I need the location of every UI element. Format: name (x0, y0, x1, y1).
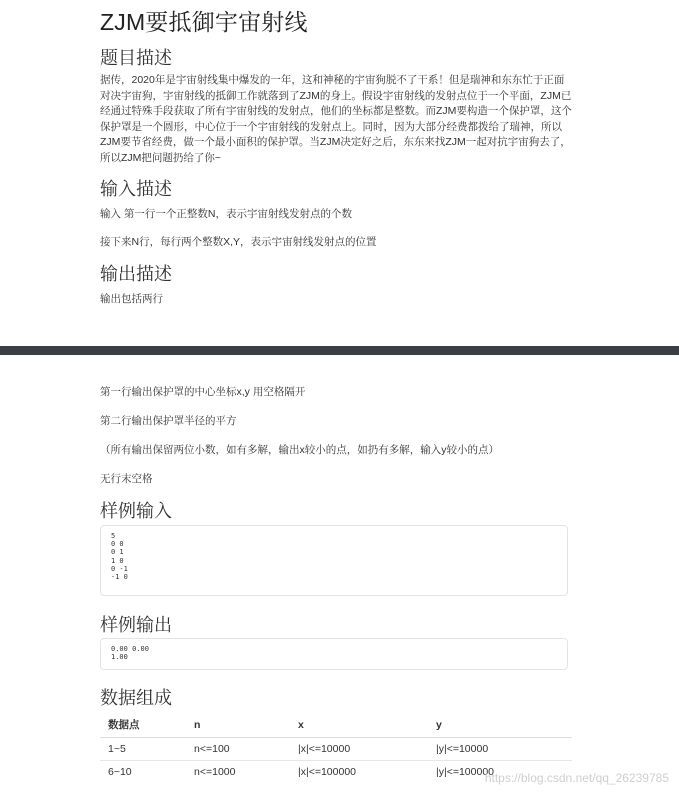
page-title: ZJM要抵御宇宙射线 (100, 9, 308, 35)
output-heading: 输出描述 (100, 264, 172, 284)
table-header-cell: n (186, 712, 290, 738)
table-cell: |x|<=10000 (290, 738, 428, 761)
sample-output-box (100, 638, 568, 670)
table-cell: |y|<=100000 (428, 761, 572, 784)
table-cell: |y|<=10000 (428, 738, 572, 761)
bottom-section (0, 355, 679, 795)
input-line-1: 输入 第一行一个正整数N，表示宇宙射线发射点的个数 (100, 208, 352, 220)
sample-input-box (100, 525, 568, 596)
table-row (100, 738, 572, 761)
table-header-row (100, 712, 572, 738)
table-header-cell: x (290, 712, 428, 738)
code-line: -1 0 (111, 573, 128, 582)
description-text: 据传，2020年是宇宙射线集中爆发的一年，这和神秘的宇宙狗脱不了干系！但是瑞神和东东忙于正面对决宇宙狗，宇宙射线的抵御工作就落到了ZJM的身上。假设宇宙射线的发射点位于一个平面，ZJM已经通过特殊手段获取了所有宇宙射线的发射点，他们的坐标都是整数。而ZJM要构造一个保护罩，这个保护罩是一个圆形，中心位于一个宇宙射线的发射点上。同时，因为大部分经费都拨给了瑞神，所以ZJM要节省经费，做一个最小面积的保护罩。当ZJM决定好之后，东东来找ZJM一起对抗宇宙狗去了，所以ZJM把问题扔给了你~ (100, 74, 572, 164)
output-line-5: 无行末空格 (100, 473, 153, 485)
input-heading: 输入描述 (100, 179, 172, 199)
top-section (0, 0, 679, 346)
code-line: 1 0 (111, 556, 124, 565)
table-header-cell: 数据点 (100, 712, 186, 738)
code-line: 0 0 (111, 540, 124, 549)
input-line-2: 接下来N行，每行两个整数X,Y，表示宇宙射线发射点的位置 (100, 236, 377, 248)
table-header-cell: y (428, 712, 572, 738)
table-cell: 1~5 (100, 738, 186, 761)
output-line-3: 第二行输出保护罩半径的平方 (100, 415, 237, 427)
table-cell: n<=100 (186, 738, 290, 761)
description-heading: 题目描述 (100, 48, 172, 68)
sample-output-heading: 样例输出 (100, 615, 172, 635)
output-line-1: 输出包括两行 (100, 293, 163, 305)
table-cell: |x|<=100000 (290, 761, 428, 784)
section-divider (0, 346, 679, 355)
code-line: 5 (111, 532, 116, 540)
sample-input-heading: 样例输入 (100, 501, 172, 521)
code-line: 0 -1 (111, 564, 128, 573)
code-line: 1.00 (111, 653, 128, 662)
output-line-4: （所有输出保留两位小数，如有多解，输出x较小的点，如扔有多解，输入y较小的点） (100, 444, 499, 456)
table-cell: 6~10 (100, 761, 186, 784)
code-line: 0 1 (111, 548, 124, 557)
data-composition-heading: 数据组成 (100, 688, 172, 708)
watermark: https://blog.csdn.net/qq_26239785 (484, 771, 669, 785)
code-line: 0.00 0.00 (111, 645, 149, 653)
table-cell: n<=1000 (186, 761, 290, 784)
output-line-2: 第一行输出保护罩的中心坐标x,y 用空格隔开 (100, 386, 306, 398)
